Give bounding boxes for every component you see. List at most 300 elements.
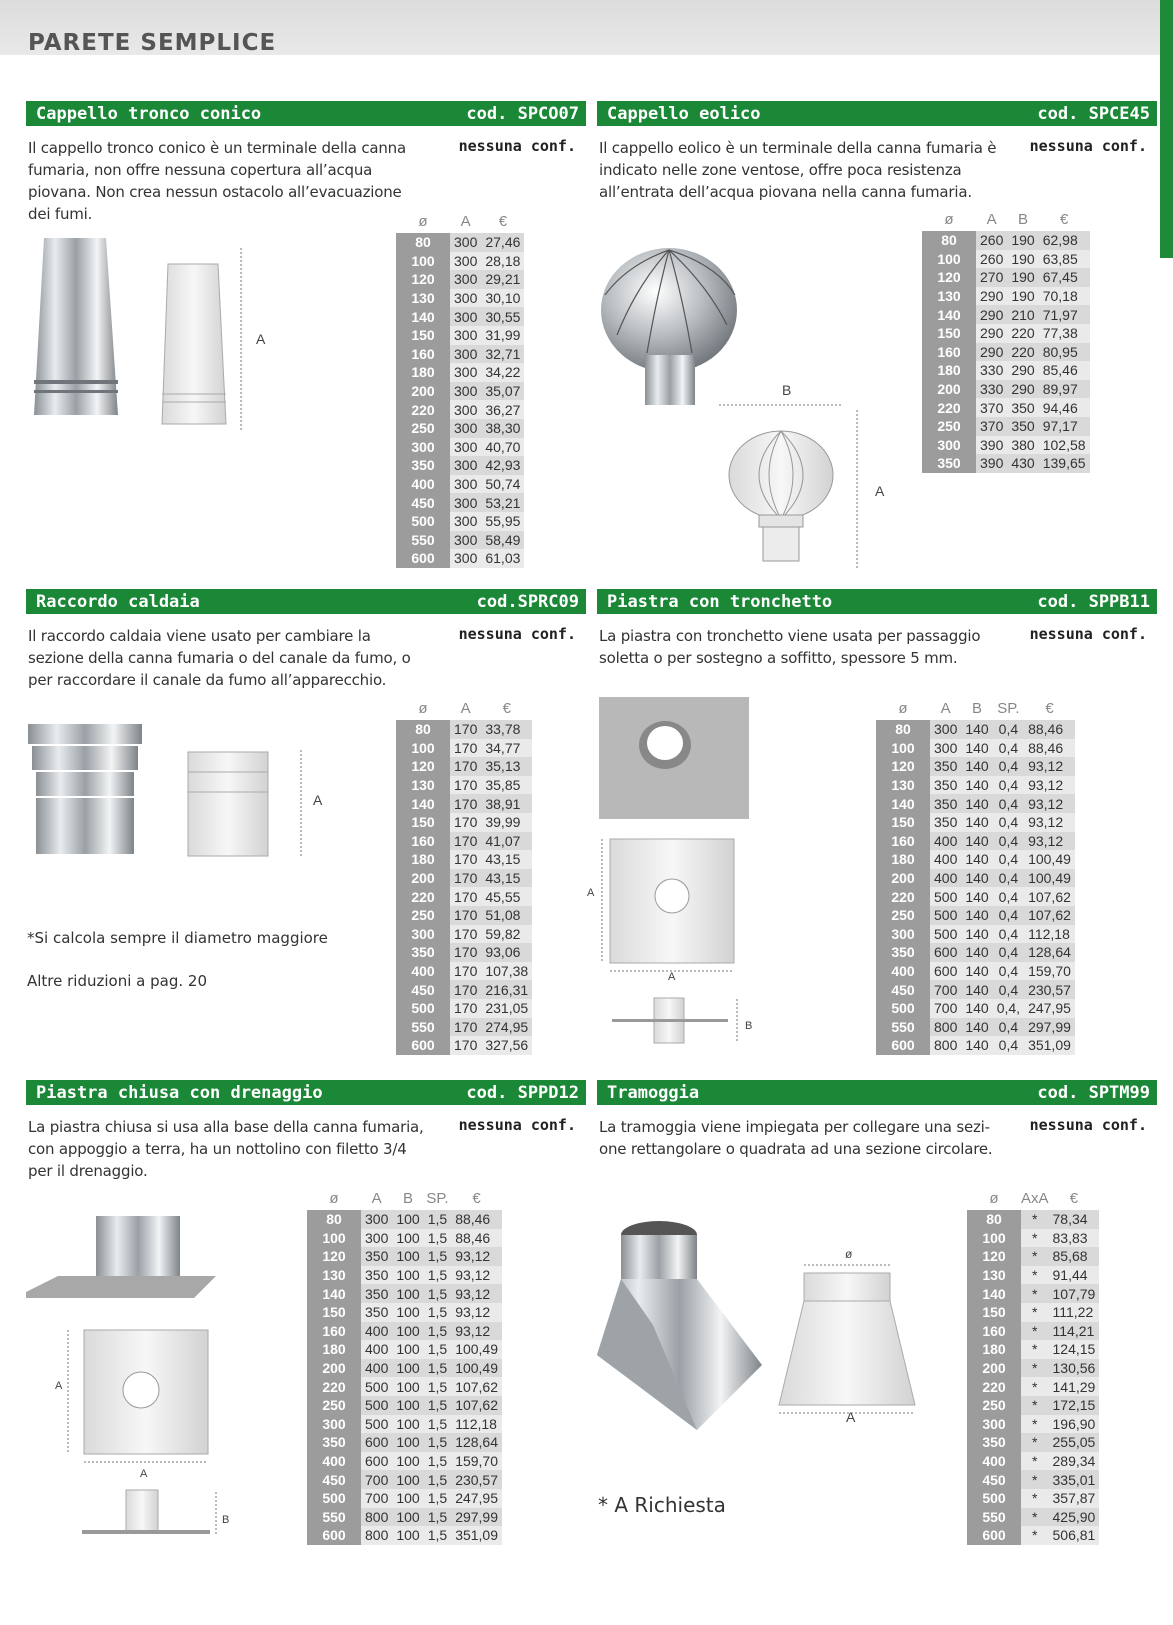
- diameter-cell: 350: [922, 454, 976, 473]
- table-row: [307, 1526, 502, 1545]
- table-row: [396, 382, 524, 401]
- price-cell: 100,49: [1024, 850, 1075, 869]
- table-row: [876, 925, 1075, 944]
- diameter-cell: 500: [396, 512, 450, 531]
- table-row: [876, 739, 1075, 758]
- dimension-cell: 700: [930, 980, 961, 999]
- section-header: [26, 1080, 586, 1105]
- diameter-cell: 550: [876, 1018, 930, 1037]
- diameter-cell: 400: [307, 1452, 361, 1471]
- section-title: Raccordo caldaia: [36, 591, 200, 612]
- dimension-label-b: B: [222, 1514, 230, 1526]
- diameter-cell: 550: [396, 1018, 450, 1037]
- dimension-cell: 290: [976, 287, 1007, 306]
- diameter-cell: 300: [922, 436, 976, 455]
- column-header: ø: [418, 700, 428, 717]
- price-cell: 88,46: [1024, 720, 1075, 739]
- dimension-label-b: B: [782, 382, 792, 398]
- dimension-cell: 220: [1007, 343, 1038, 362]
- table-row: [396, 739, 532, 758]
- table-row: [967, 1433, 1099, 1452]
- price-table-sprc09: [396, 697, 532, 1055]
- price-cell: 274,95: [481, 1018, 532, 1037]
- dimension-cell: 170: [450, 757, 481, 776]
- dimension-cell: 300: [450, 382, 481, 401]
- price-cell: 93,12: [1024, 832, 1075, 851]
- dimension-cell: 0,4,: [993, 999, 1024, 1018]
- dimension-cell: 390: [976, 436, 1007, 455]
- diameter-cell: 100: [967, 1229, 1021, 1248]
- dimension-cell: *: [1021, 1359, 1049, 1378]
- dimension-label-a: A: [875, 483, 885, 499]
- table-row: [396, 475, 524, 494]
- price-cell: 327,56: [481, 1036, 532, 1055]
- dimension-cell: 190: [1007, 250, 1038, 269]
- diameter-cell: 500: [876, 999, 930, 1018]
- dimension-cell: 270: [976, 268, 1007, 287]
- dimension-cell: 100: [392, 1433, 423, 1452]
- price-cell: 130,56: [1049, 1359, 1100, 1378]
- section-piastra-con-tronchetto: [597, 589, 1157, 667]
- price-cell: 93,12: [451, 1266, 502, 1285]
- diameter-note: *Si calcola sempre il diametro maggiore: [27, 929, 328, 947]
- dimension-cell: 140: [961, 813, 992, 832]
- table-row: [967, 1229, 1099, 1248]
- table-row: [307, 1489, 502, 1508]
- diameter-cell: 130: [876, 776, 930, 795]
- diameter-cell: 130: [307, 1266, 361, 1285]
- dimension-cell: 600: [930, 943, 961, 962]
- dimension-cell: 140: [961, 906, 992, 925]
- price-cell: 351,09: [451, 1526, 502, 1545]
- table-row: [876, 887, 1075, 906]
- table-row: [396, 270, 524, 289]
- column-header: €: [498, 213, 508, 230]
- section-description: Il cappello tronco conico è un terminale della canna fumaria, non offre nessuna copertura all’acqua piovana. Non crea nessun ostacolo all’evacuazione dei fumi.: [28, 139, 406, 223]
- conf-note: nessuna conf.: [1029, 625, 1147, 643]
- table-row: [967, 1303, 1099, 1322]
- dimension-cell: *: [1021, 1284, 1049, 1303]
- dimension-cell: 100: [392, 1229, 423, 1248]
- table-row: [307, 1210, 502, 1229]
- diameter-cell: 250: [876, 906, 930, 925]
- diameter-cell: 350: [307, 1433, 361, 1452]
- diameter-cell: 150: [967, 1303, 1021, 1322]
- table-row: [967, 1340, 1099, 1359]
- dimension-cell: 0,4: [993, 720, 1024, 739]
- price-cell: 43,15: [481, 850, 532, 869]
- price-cell: 35,13: [481, 757, 532, 776]
- price-cell: 27,46: [481, 233, 524, 252]
- dimension-cell: 600: [930, 962, 961, 981]
- section-header: [597, 1080, 1157, 1105]
- dimension-cell: 140: [961, 887, 992, 906]
- dimension-cell: *: [1021, 1266, 1049, 1285]
- dimension-cell: 0,4: [993, 887, 1024, 906]
- dimension-cell: 600: [361, 1433, 392, 1452]
- table-row: [922, 454, 1090, 473]
- price-cell: 97,17: [1039, 417, 1090, 436]
- diameter-cell: 120: [876, 757, 930, 776]
- dimension-cell: *: [1021, 1415, 1049, 1434]
- price-cell: 61,03: [481, 549, 524, 568]
- table-row: [396, 962, 532, 981]
- price-cell: 35,07: [481, 382, 524, 401]
- price-cell: 77,38: [1039, 324, 1090, 343]
- diameter-cell: 220: [307, 1377, 361, 1396]
- diameter-cell: 300: [396, 925, 450, 944]
- diameter-cell: 500: [396, 999, 450, 1018]
- diameter-cell: 80: [922, 231, 976, 250]
- section-piastra-chiusa-drenaggio: [26, 1080, 586, 1180]
- table-row: [922, 250, 1090, 269]
- product-code: cod. SPPD12: [466, 1082, 579, 1103]
- dimension-cell: 0,4: [993, 794, 1024, 813]
- dimension-cell: 100: [392, 1284, 423, 1303]
- dimension-cell: 170: [450, 869, 481, 888]
- table-row: [396, 400, 524, 419]
- table-row: [876, 720, 1075, 739]
- dimension-cell: 100: [392, 1396, 423, 1415]
- dimension-cell: 140: [961, 832, 992, 851]
- price-cell: 93,12: [1024, 813, 1075, 832]
- dimension-cell: 400: [930, 869, 961, 888]
- price-cell: 71,97: [1039, 305, 1090, 324]
- product-image-piastra-chiusa: [26, 1208, 246, 1550]
- table-row: [396, 906, 532, 925]
- dimension-cell: 1,5: [424, 1284, 451, 1303]
- dimension-cell: 100: [392, 1359, 423, 1378]
- price-cell: 78,34: [1049, 1210, 1100, 1229]
- price-cell: 30,10: [481, 289, 524, 308]
- dimension-cell: 140: [961, 776, 992, 795]
- conf-note: nessuna conf.: [1029, 137, 1147, 155]
- price-cell: 107,38: [481, 962, 532, 981]
- dimension-cell: 0,4: [993, 739, 1024, 758]
- price-cell: 93,12: [451, 1322, 502, 1341]
- table-row: [922, 305, 1090, 324]
- section-header: [26, 101, 586, 126]
- table-row: [396, 1018, 532, 1037]
- price-cell: 111,22: [1049, 1303, 1100, 1322]
- table-row: [396, 794, 532, 813]
- dimension-cell: 220: [1007, 324, 1038, 343]
- price-cell: 230,57: [451, 1470, 502, 1489]
- dimension-cell: 300: [450, 345, 481, 364]
- conf-note: nessuna conf.: [458, 137, 576, 155]
- column-header: AxA: [1021, 1190, 1049, 1207]
- dimension-cell: 330: [976, 361, 1007, 380]
- diameter-cell: 80: [876, 720, 930, 739]
- price-cell: 62,98: [1039, 231, 1090, 250]
- dimension-cell: 170: [450, 850, 481, 869]
- dimension-cell: 140: [961, 1018, 992, 1037]
- table-row: [307, 1322, 502, 1341]
- table-row: [922, 343, 1090, 362]
- section-description: La tramoggia viene impiegata per collegare una sezi- one rettangolare o quadrata ad una sezione circolare.: [599, 1118, 993, 1158]
- dimension-cell: 1,5: [424, 1359, 451, 1378]
- diameter-cell: 180: [967, 1340, 1021, 1359]
- dimension-cell: 800: [930, 1018, 961, 1037]
- table-row: [876, 757, 1075, 776]
- dimension-cell: 1,5: [424, 1508, 451, 1527]
- price-cell: 85,46: [1039, 361, 1090, 380]
- table-row: [922, 398, 1090, 417]
- dimension-cell: 350: [930, 794, 961, 813]
- diameter-cell: 80: [307, 1210, 361, 1229]
- price-cell: 297,99: [451, 1508, 502, 1527]
- dimension-cell: 170: [450, 925, 481, 944]
- diameter-cell: 130: [967, 1266, 1021, 1285]
- price-cell: 216,31: [481, 980, 532, 999]
- dimension-cell: *: [1021, 1470, 1049, 1489]
- dimension-cell: 1,5: [424, 1433, 451, 1452]
- section-description: La piastra con tronchetto viene usata per passaggio soletta o per sostegno a soffitto, spessore 5 mm.: [599, 627, 981, 667]
- dimension-cell: 800: [930, 1036, 961, 1055]
- dimension-cell: 170: [450, 980, 481, 999]
- dimension-cell: 370: [976, 417, 1007, 436]
- diameter-cell: 150: [396, 326, 450, 345]
- diameter-cell: 140: [876, 794, 930, 813]
- dimension-cell: 170: [450, 794, 481, 813]
- dimension-cell: 140: [961, 794, 992, 813]
- diameter-cell: 100: [307, 1229, 361, 1248]
- table-row: [307, 1229, 502, 1248]
- dimension-cell: 140: [961, 869, 992, 888]
- dimension-cell: *: [1021, 1210, 1049, 1229]
- dimension-cell: 170: [450, 1036, 481, 1055]
- price-cell: 107,79: [1049, 1284, 1100, 1303]
- price-cell: 141,29: [1049, 1377, 1100, 1396]
- price-cell: 63,85: [1039, 250, 1090, 269]
- price-cell: 93,12: [1024, 776, 1075, 795]
- dimension-cell: 190: [1007, 231, 1038, 250]
- dimension-cell: 300: [450, 400, 481, 419]
- dimension-cell: 500: [361, 1377, 392, 1396]
- product-image-cappello-conico: [26, 230, 286, 440]
- diameter-cell: 200: [876, 869, 930, 888]
- dimension-cell: 1,5: [424, 1489, 451, 1508]
- table-row: [396, 456, 524, 475]
- table-row: [307, 1247, 502, 1266]
- dimension-cell: 300: [450, 475, 481, 494]
- diameter-cell: 160: [922, 343, 976, 362]
- diameter-cell: 140: [922, 305, 976, 324]
- price-cell: 107,62: [1024, 906, 1075, 925]
- table-row: [396, 419, 524, 438]
- price-cell: 102,58: [1039, 436, 1090, 455]
- product-image-piastra-tronchetto: [585, 693, 775, 1055]
- dimension-label-a: A: [256, 331, 266, 347]
- table-row: [396, 549, 524, 568]
- price-cell: 31,99: [481, 326, 524, 345]
- diameter-cell: 180: [396, 363, 450, 382]
- dimension-cell: 300: [450, 270, 481, 289]
- table-row: [876, 962, 1075, 981]
- price-cell: 93,12: [451, 1247, 502, 1266]
- dimension-label-a: A: [846, 1409, 856, 1425]
- dimension-cell: 100: [392, 1247, 423, 1266]
- section-header: [597, 101, 1157, 126]
- price-cell: 50,74: [481, 475, 524, 494]
- table-row: [922, 324, 1090, 343]
- price-cell: 128,64: [1024, 943, 1075, 962]
- dimension-cell: 100: [392, 1322, 423, 1341]
- dimension-cell: 1,5: [424, 1340, 451, 1359]
- dimension-cell: 0,4: [993, 1036, 1024, 1055]
- dimension-cell: 1,5: [424, 1322, 451, 1341]
- table-row: [307, 1470, 502, 1489]
- table-row: [876, 1036, 1075, 1055]
- diameter-cell: 120: [922, 268, 976, 287]
- diameter-cell: 100: [396, 252, 450, 271]
- diameter-cell: 300: [307, 1415, 361, 1434]
- page-title: PARETE SEMPLICE: [28, 30, 277, 56]
- table-row: [967, 1210, 1099, 1229]
- dimension-cell: 210: [1007, 305, 1038, 324]
- price-cell: 100,49: [451, 1340, 502, 1359]
- diameter-cell: 160: [967, 1322, 1021, 1341]
- dimension-cell: 1,5: [424, 1396, 451, 1415]
- price-cell: 93,06: [481, 943, 532, 962]
- dimension-cell: 0,4: [993, 906, 1024, 925]
- dimension-cell: 140: [961, 943, 992, 962]
- price-cell: 51,08: [481, 906, 532, 925]
- dimension-cell: 700: [930, 999, 961, 1018]
- table-row: [967, 1359, 1099, 1378]
- price-cell: 41,07: [481, 832, 532, 851]
- dimension-cell: 260: [976, 250, 1007, 269]
- diameter-cell: 80: [396, 720, 450, 739]
- product-image-cappello-eolico: [597, 225, 897, 585]
- price-cell: 231,05: [481, 999, 532, 1018]
- price-cell: 172,15: [1049, 1396, 1100, 1415]
- dimension-cell: 0,4: [993, 776, 1024, 795]
- section-title: Piastra chiusa con drenaggio: [36, 1082, 323, 1103]
- diameter-cell: 350: [967, 1433, 1021, 1452]
- table-row: [396, 438, 524, 457]
- table-row: [307, 1415, 502, 1434]
- price-cell: 114,21: [1049, 1322, 1100, 1341]
- table-row: [922, 436, 1090, 455]
- price-cell: 55,95: [481, 512, 524, 531]
- price-table-sppd12: [307, 1187, 502, 1545]
- table-row: [396, 307, 524, 326]
- dimension-cell: 1,5: [424, 1229, 451, 1248]
- price-cell: 100,49: [1024, 869, 1075, 888]
- dimension-cell: 300: [450, 307, 481, 326]
- dimension-cell: 190: [1007, 268, 1038, 287]
- price-cell: 88,46: [1024, 739, 1075, 758]
- table-row: [307, 1377, 502, 1396]
- table-row: [307, 1433, 502, 1452]
- column-header: SP.: [426, 1190, 449, 1207]
- dimension-cell: 330: [976, 380, 1007, 399]
- section-title: Tramoggia: [607, 1082, 700, 1103]
- product-code: cod. SPCE45: [1037, 103, 1150, 124]
- price-cell: 255,05: [1049, 1433, 1100, 1452]
- product-code: cod. SPTM99: [1037, 1082, 1150, 1103]
- price-cell: 124,15: [1049, 1340, 1100, 1359]
- diameter-cell: 130: [922, 287, 976, 306]
- diameter-cell: 100: [876, 739, 930, 758]
- section-tramoggia: [597, 1080, 1157, 1158]
- dimension-cell: 800: [361, 1526, 392, 1545]
- dimension-cell: 100: [392, 1266, 423, 1285]
- dimension-cell: *: [1021, 1526, 1049, 1545]
- price-cell: 297,99: [1024, 1018, 1075, 1037]
- table-row: [967, 1415, 1099, 1434]
- diameter-cell: 550: [396, 531, 450, 550]
- diameter-cell: 160: [307, 1322, 361, 1341]
- dimension-cell: 0,4: [993, 869, 1024, 888]
- price-cell: 29,21: [481, 270, 524, 289]
- table-row: [922, 231, 1090, 250]
- section-title: Cappello eolico: [607, 103, 761, 124]
- diameter-cell: 140: [396, 307, 450, 326]
- side-accent-strip: [1160, 0, 1173, 258]
- table-row: [396, 493, 524, 512]
- dimension-cell: 350: [361, 1284, 392, 1303]
- price-cell: 128,64: [451, 1433, 502, 1452]
- diameter-cell: 250: [922, 417, 976, 436]
- dimension-cell: 500: [930, 887, 961, 906]
- section-description: Il cappello eolico è un terminale della canna fumaria è indicato nelle zone ventose, offre poca resistenza all’entrata dell’acqua piovana nella canna fumaria.: [599, 139, 997, 201]
- section-title: Piastra con tronchetto: [607, 591, 833, 612]
- table-row: [967, 1452, 1099, 1471]
- dimension-label-a: A: [587, 887, 595, 899]
- section-cappello-tronco-conico: [26, 101, 586, 223]
- column-header: ø: [898, 700, 908, 717]
- price-cell: 100,49: [451, 1359, 502, 1378]
- product-code: cod. SPPB11: [1037, 591, 1150, 612]
- column-header: B: [403, 1190, 414, 1207]
- dimension-cell: 100: [392, 1415, 423, 1434]
- price-cell: 357,87: [1049, 1489, 1100, 1508]
- diameter-cell: 150: [307, 1303, 361, 1322]
- price-table-sptm99: [967, 1187, 1099, 1545]
- diameter-cell: 600: [967, 1526, 1021, 1545]
- diameter-cell: 140: [967, 1284, 1021, 1303]
- price-cell: 32,71: [481, 345, 524, 364]
- column-header: A: [460, 700, 471, 717]
- dimension-cell: 140: [961, 720, 992, 739]
- dimension-cell: 300: [450, 531, 481, 550]
- dimension-cell: 260: [976, 231, 1007, 250]
- dimension-label-a: A: [55, 1380, 63, 1392]
- column-header: B: [1018, 211, 1029, 228]
- table-row: [396, 776, 532, 795]
- diameter-cell: 120: [967, 1247, 1021, 1266]
- diameter-cell: 350: [396, 943, 450, 962]
- diameter-cell: 450: [876, 980, 930, 999]
- dimension-cell: 300: [450, 456, 481, 475]
- dimension-cell: 140: [961, 999, 992, 1018]
- table-row: [876, 1018, 1075, 1037]
- price-cell: 89,97: [1039, 380, 1090, 399]
- on-request-note: * A Richiesta: [598, 1493, 726, 1517]
- diameter-cell: 180: [922, 361, 976, 380]
- dimension-cell: 300: [450, 549, 481, 568]
- diameter-cell: 450: [396, 493, 450, 512]
- dimension-cell: 170: [450, 720, 481, 739]
- column-header: B: [972, 700, 983, 717]
- table-row: [396, 887, 532, 906]
- product-image-tramoggia: [597, 1215, 957, 1445]
- diameter-cell: 400: [876, 962, 930, 981]
- diameter-cell: 600: [396, 549, 450, 568]
- diameter-cell: 120: [396, 270, 450, 289]
